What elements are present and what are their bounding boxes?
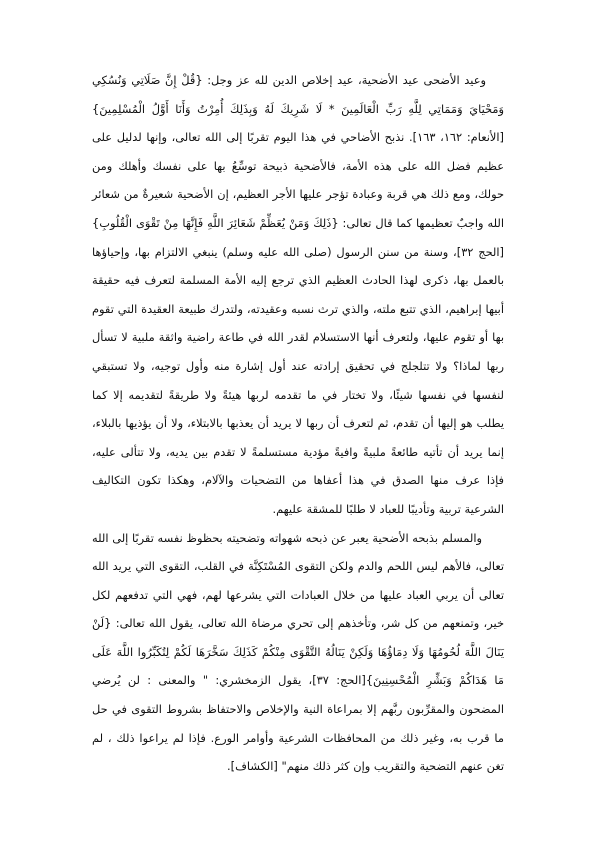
paragraph-text: والمسلم بذبحه الأضحية يعبر عن ذبحه شهواته وتضحيته بحظوظ نفسه تقربًا إلى الله تعالى، فالأهم ليس اللحم والدم ولكن التقوى المُسْتَكِنَّة في القلب، التقوى التي يريد الله تعالى أن يربي العباد عليها من خلال العبادات التي يشرعها لهم، فهي التي تدفعهم لكل خير، وتمنعهم من كل شر، وتأخذهم إلى تحري مرضاة الله تعالى، يقول الله تعالى: {لَنْ يَنَالَ اللَّهَ لُحُومُهَا وَلَا دِمَاؤُهَا وَلَكِنْ يَنَالُهُ التَّقْوَى مِنْكُمْ كَذَلِكَ سَخَّرَهَا لَكُمْ لِتُكَبِّرُوا اللَّهَ عَلَى مَا هَدَاكُمْ وَبَشِّرِ الْمُحْسِنِينَ}[الحج: ٣٧]، يقول الزمخشري: " والمعنى : لن يُرضي المضحون والمقرِّبون ربَّهم إلا بمراعاة النية والإخلاص والاحتفاظ بشروط التقوى في حل ما قرب به، وغير ذلك من المحافظات الشرعية وأوامر الورع. فإذا لم يراعوا ذلك ، لم تغن عنهم التضحية والتقريب وإن كثر ذلك منهم" [الكشاف]. — [92, 530, 504, 774]
paragraph-eid-al-adha — [92, 66, 504, 524]
paragraph-text: وعيد الأضحى عيد الأضحية، عيد إخلاص الدين لله عز وجل: {قُلْ إِنَّ صَلَاتِي وَنُسُكِي وَمَحْيَايَ وَمَمَاتِي لِلَّهِ رَبِّ الْعَالَمِينَ * لَا شَرِيكَ لَهُ وَبِذَلِكَ أُمِرْتُ وَأَنَا أَوَّلُ الْمُسْلِمِينَ} [الأنعام: ١٦٢، ١٦٣]. نذبح الأضاحي في هذا اليوم تقربًا إلى الله تعالى، وإنها لدليل على عظيم فضل الله على هذه الأمة، فالأضحية ذبيحة توسِّعُ بها على نفسك وأهلك ومن حولك، ومع ذلك هي قربة وعبادة تؤجر عليها الأجر العظيم، إن الأضحية شعيرةٌ من شعائر الله واجبٌ تعظيمها كما قال تعالى: {ذَلِكَ وَمَنْ يُعَظِّمْ شَعَائِرَ اللَّهِ فَإِنَّهَا مِنْ تَقْوَى الْقُلُوبِ}[الحج ٣٢]، وسنة من سنن الرسول (صلى الله عليه وسلم) ينبغي الالتزام بها، وإحياؤها بالعمل بها، ذكرى لهذا الحادث العظيم الذي ترجع إليه الأمة المسلمة لتعرف فيه حقيقة أبيها إبراهيم، الذي تتبع ملته، والذي ترث نسبه وعقيدته، ولتدرك طبيعة العقيدة التي تقوم بها أو تقوم عليها، ولتعرف أنها الاستسلام لقدر الله في طاعة راضية واثقة ملبية لا تسأل ربها لماذا؟ ولا تتلجلج في تحقيق إرادته عند أول إشارة منه وأول توجيه، ولا تستبقي لنفسها في نفسها شيئًا، ولا تختار في ما تقدمه لربها هيئةً ولا طريقةً لتقديمه إلا كما يطلب هو إليها أن تقدم، ثم لتعرف أن ربها لا يريد أن يعذبها بالابتلاء، ولا أن يؤذيها بالبلاء، إنما يريد أن تأتيه طائعةً ملبيةً وافيةً مؤدية مستسلمةً لا تقدم بين يديه، ولا تتألى عليه، فإذا عرف منها الصدق في هذا أعفاها من التضحيات والآلام، وهكذا تكون التكاليف الشرعية تربية وتأديبًا للعباد لا طلبًا للمشقة عليهم. — [92, 73, 504, 516]
paragraph-taqwa — [92, 524, 504, 781]
